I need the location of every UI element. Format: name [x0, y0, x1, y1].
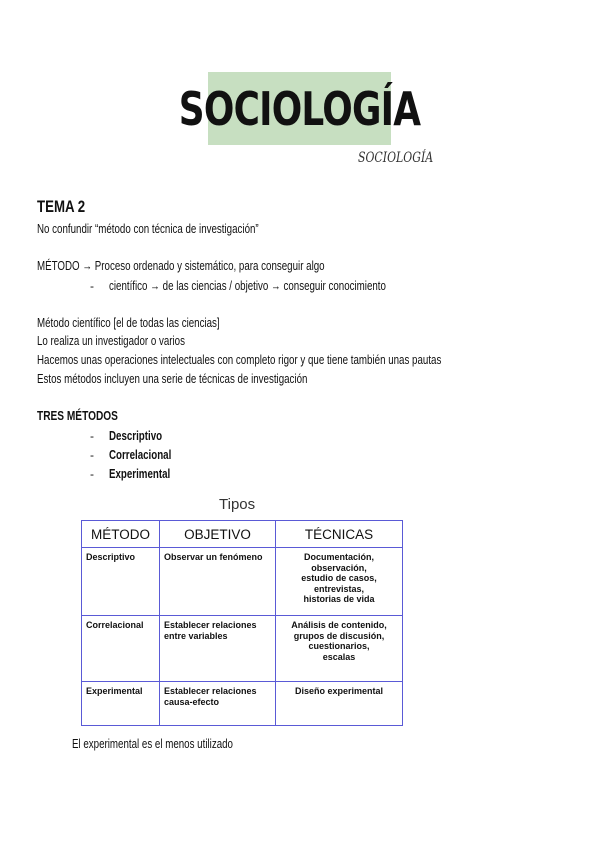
paragraph-line: Hacemos unas operaciones intelectuales con completo rigor y que tiene también unas pautas — [37, 353, 442, 367]
cell-metodo: Descriptivo — [82, 548, 160, 616]
table-row — [82, 616, 403, 682]
metodo-definition: MÉTODO → Proceso ordenado y sistemático, para conseguir algo — [37, 259, 325, 273]
page-subtitle: SOCIOLOGÍA — [358, 150, 434, 166]
page-title: SOCIOLOGÍA — [178, 81, 421, 136]
tema-note: No confundir “método con técnica de investigación” — [37, 222, 259, 236]
cell-tecnicas: Diseño experimental — [276, 682, 403, 726]
table-row — [82, 682, 403, 726]
column-header: OBJETIVO — [160, 521, 276, 548]
cell-metodo: Correlacional — [82, 616, 160, 682]
cell-metodo: Experimental — [82, 682, 160, 726]
list-dash: - — [90, 448, 94, 462]
cell-objetivo: Establecer relaciones entre variables — [160, 616, 276, 682]
footer-note: El experimental es el menos utilizado — [72, 737, 233, 751]
cell-objetivo: Observar un fenómeno — [160, 548, 276, 616]
column-header: MÉTODO — [82, 521, 160, 548]
cell-objetivo: Establecer relaciones causa-efecto — [160, 682, 276, 726]
paragraph-line: Método científico [el de todas las ciencias] — [37, 316, 220, 330]
table-row — [82, 548, 403, 616]
list-dash: - — [90, 467, 94, 481]
paragraph-line: Estos métodos incluyen una serie de técnicas de investigación — [37, 372, 308, 386]
tema-heading: TEMA 2 — [37, 197, 86, 216]
cell-tecnicas: Análisis de contenido, grupos de discusión, cuestionarios, escalas — [276, 616, 403, 682]
cell-tecnicas: Documentación, observación, estudio de casos, entrevistas, historias de vida — [276, 548, 403, 616]
list-dash: - — [90, 429, 94, 443]
methods-table — [81, 520, 403, 726]
list-item: Correlacional — [109, 448, 172, 462]
tres-metodos-heading: TRES MÉTODOS — [37, 408, 118, 423]
table-caption: Tipos — [219, 496, 256, 513]
table-header-row — [82, 521, 403, 548]
metodo-subpoint: científico → de las ciencias / objetivo → conseguir conocimiento — [109, 279, 386, 293]
metodo-sub-dash: - — [90, 279, 94, 293]
paragraph-line: Lo realiza un investigador o varios — [37, 334, 185, 348]
list-item: Descriptivo — [109, 429, 163, 443]
list-item: Experimental — [109, 467, 171, 481]
column-header: TÉCNICAS — [276, 521, 403, 548]
